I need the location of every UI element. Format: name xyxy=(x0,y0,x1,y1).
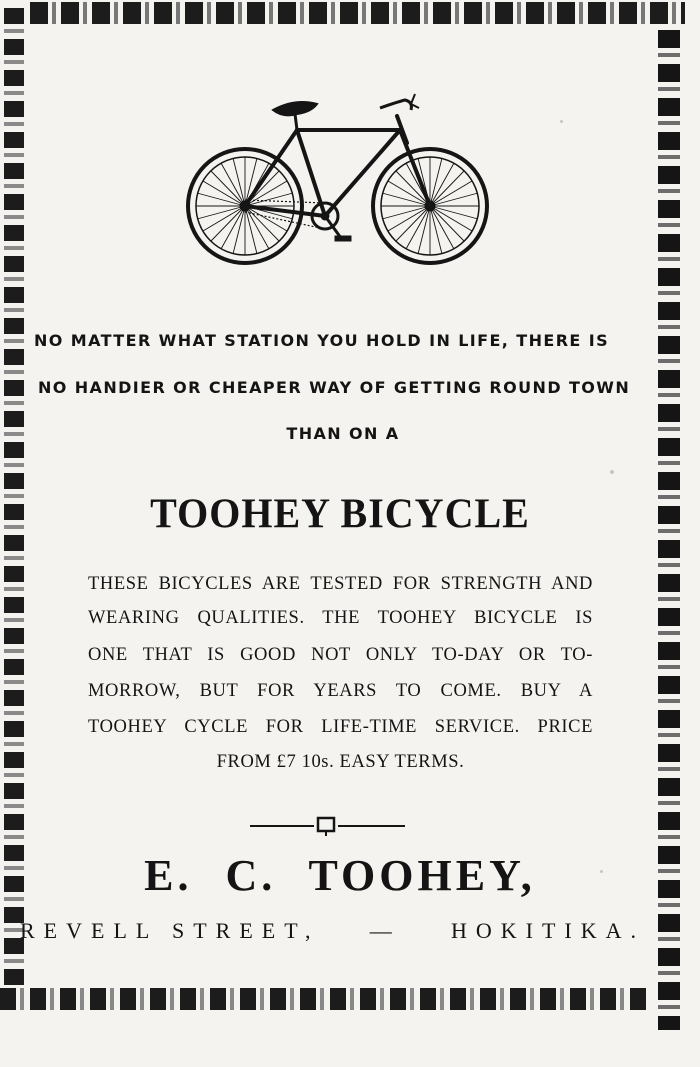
right-checkered-border xyxy=(658,30,680,1030)
body-line-3: ONE THAT IS GOOD NOT ONLY TO-DAY OR TO- xyxy=(88,645,593,665)
merchant-address xyxy=(20,918,645,944)
body-line-5: TOOHEY CYCLE FOR LIFE-TIME SERVICE. PRICE xyxy=(88,717,593,737)
ornamental-divider-icon xyxy=(250,815,405,837)
bicycle-illustration-icon xyxy=(185,88,495,278)
headline-line-3: THAN ON A xyxy=(286,424,400,443)
scan-speck xyxy=(560,120,563,123)
body-line-1: THESE BICYCLES ARE TESTED FOR STRENGTH AND xyxy=(88,574,593,594)
body-line-2: WEARING QUALITIES. THE TOOHEY BICYCLE IS xyxy=(88,608,593,628)
top-checkered-border xyxy=(30,2,685,24)
headline-line-1: NO MATTER WHAT STATION YOU HOLD IN LIFE, THERE IS xyxy=(34,331,609,350)
address-street: REVELL STREET, xyxy=(20,918,320,943)
bottom-checkered-border xyxy=(0,988,650,1010)
scan-speck xyxy=(610,470,614,474)
left-checkered-border xyxy=(4,8,24,1008)
headline-line-2: NO HANDIER OR CHEAPER WAY OF GETTING ROUND TOWN xyxy=(38,378,631,397)
brand-title: TOOHEY BICYCLE xyxy=(150,489,530,538)
address-dash: — xyxy=(369,918,401,943)
body-line-6: FROM £7 10s. EASY TERMS. xyxy=(216,752,465,772)
body-line-4: MORROW, BUT FOR YEARS TO COME. BUY A xyxy=(88,681,593,701)
address-town: HOKITIKA. xyxy=(450,918,645,943)
merchant-name: E. C. TOOHEY, xyxy=(144,851,536,900)
